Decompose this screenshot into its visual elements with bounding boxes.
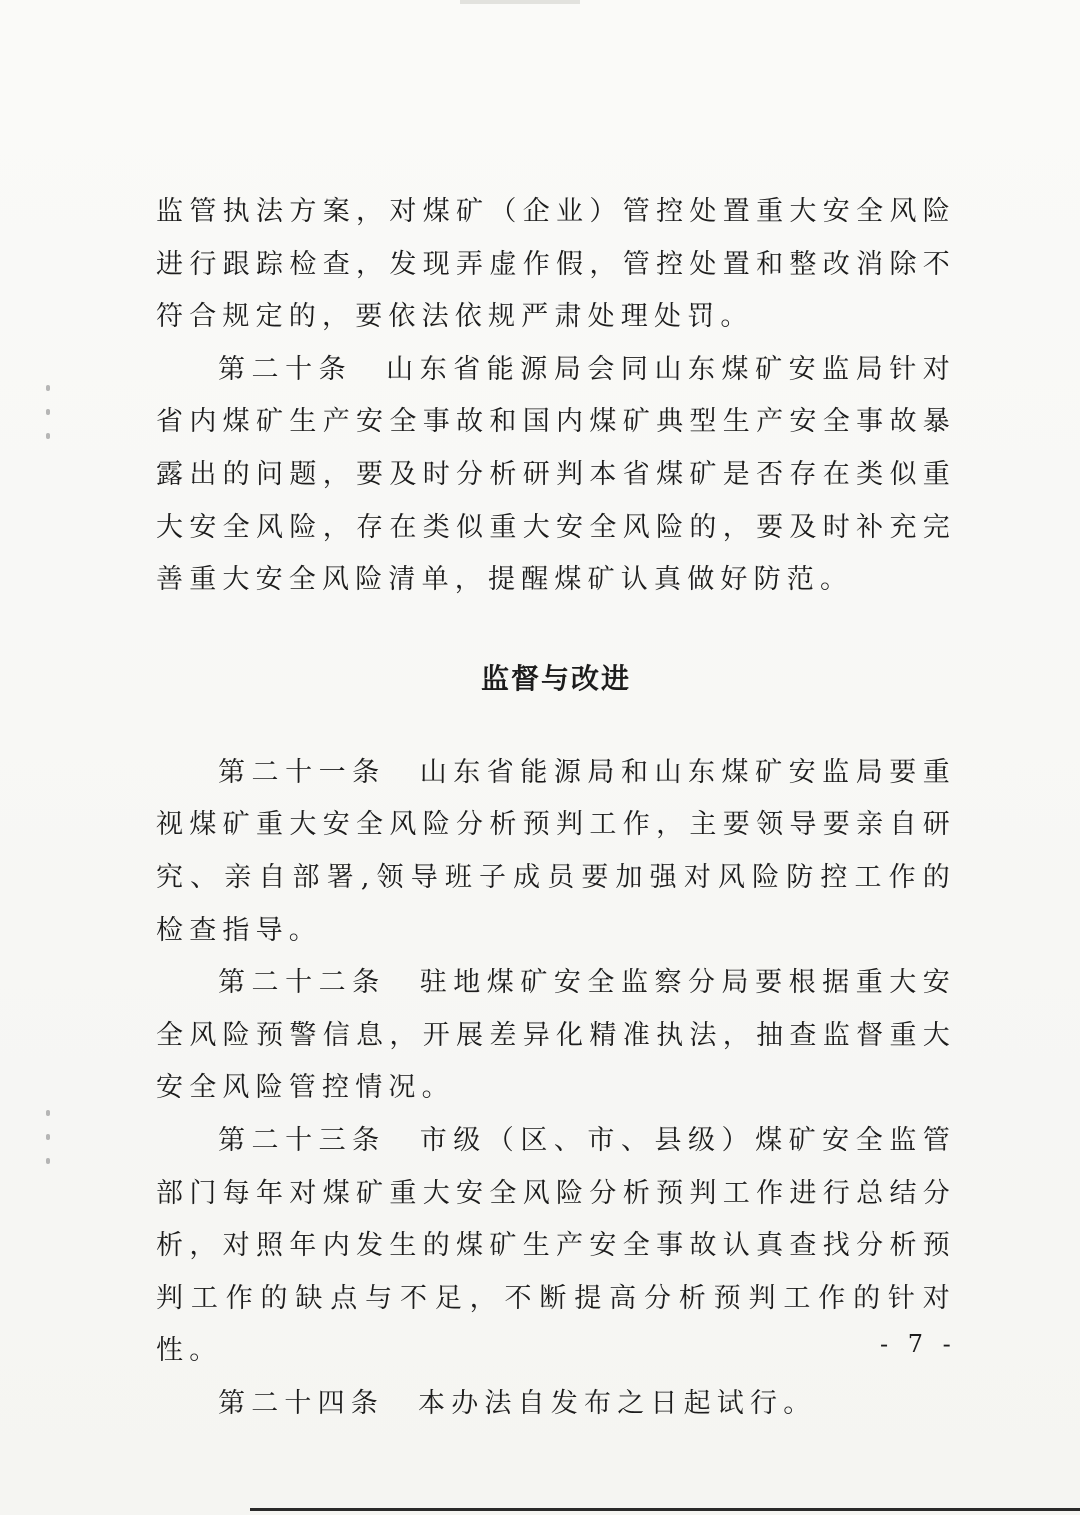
paragraph-text: 山东省能源局会同山东煤矿安监局针对省内煤矿生产安全事故和国内煤矿典型生产安全事故暴露出的问题，要及时分析研判本省煤矿是否存在类似重大安全风险，存在类似重大安全风险的，要及时补充完善重大安全风险清单，提醒煤矿认真做好防范。 (156, 353, 956, 596)
article-22 (156, 957, 956, 1115)
article-number: 第二十条 (218, 353, 353, 385)
binding-dot (46, 385, 50, 391)
paragraph-text: 市级（区、市、县级）煤矿安全监管部门每年对煤矿重大安全风险分析预判工作进行总结分析，对照年内发生的煤矿生产安全事故认真查找分析预判工作的缺点与不足，不断提高分析预判工作的针对性。 (156, 1124, 956, 1367)
document-body (156, 186, 956, 1430)
binding-dot (46, 1110, 50, 1116)
scan-mark (460, 0, 580, 4)
article-number: 第二十一条 (218, 756, 386, 788)
paragraph-text: 本办法自发布之日起试行。 (418, 1387, 817, 1419)
binding-dot (46, 433, 50, 439)
paragraph-text: 驻地煤矿安全监察分局要根据重大安全风险预警信息，开展差异化精准执法，抽查监督重大安全风险管控情况。 (156, 967, 956, 1104)
binding-dot (46, 1158, 50, 1164)
article-number: 第二十三条 (218, 1124, 386, 1156)
paragraph-text: 监管执法方案，对煤矿（企业）管控处置重大安全风险进行跟踪检查，发现弄虚作假，管控处置和整改消除不符合规定的，要依法依规严肃处理处罚。 (156, 196, 956, 333)
article-number: 第二十四条 (218, 1387, 384, 1419)
binding-dot (46, 1134, 50, 1140)
binding-holes-upper (42, 385, 56, 457)
article-20 (156, 344, 956, 607)
article-23 (156, 1115, 956, 1378)
article-21 (156, 747, 956, 957)
binding-dot (46, 409, 50, 415)
binding-holes-lower (42, 1110, 56, 1182)
article-number: 第二十二条 (218, 967, 386, 999)
paragraph-continued (156, 186, 956, 344)
paragraph-text: 山东省能源局和山东煤矿安监局要重视煤矿重大安全风险分析预判工作，主要领导要亲自研究、亲自部署,领导班子成员要加强对风险防控工作的检查指导。 (156, 756, 956, 946)
bottom-edge-line (250, 1508, 1080, 1511)
page-number: - 7 - (880, 1330, 957, 1358)
article-24 (156, 1378, 956, 1431)
section-title: 监督与改进 (480, 661, 631, 695)
